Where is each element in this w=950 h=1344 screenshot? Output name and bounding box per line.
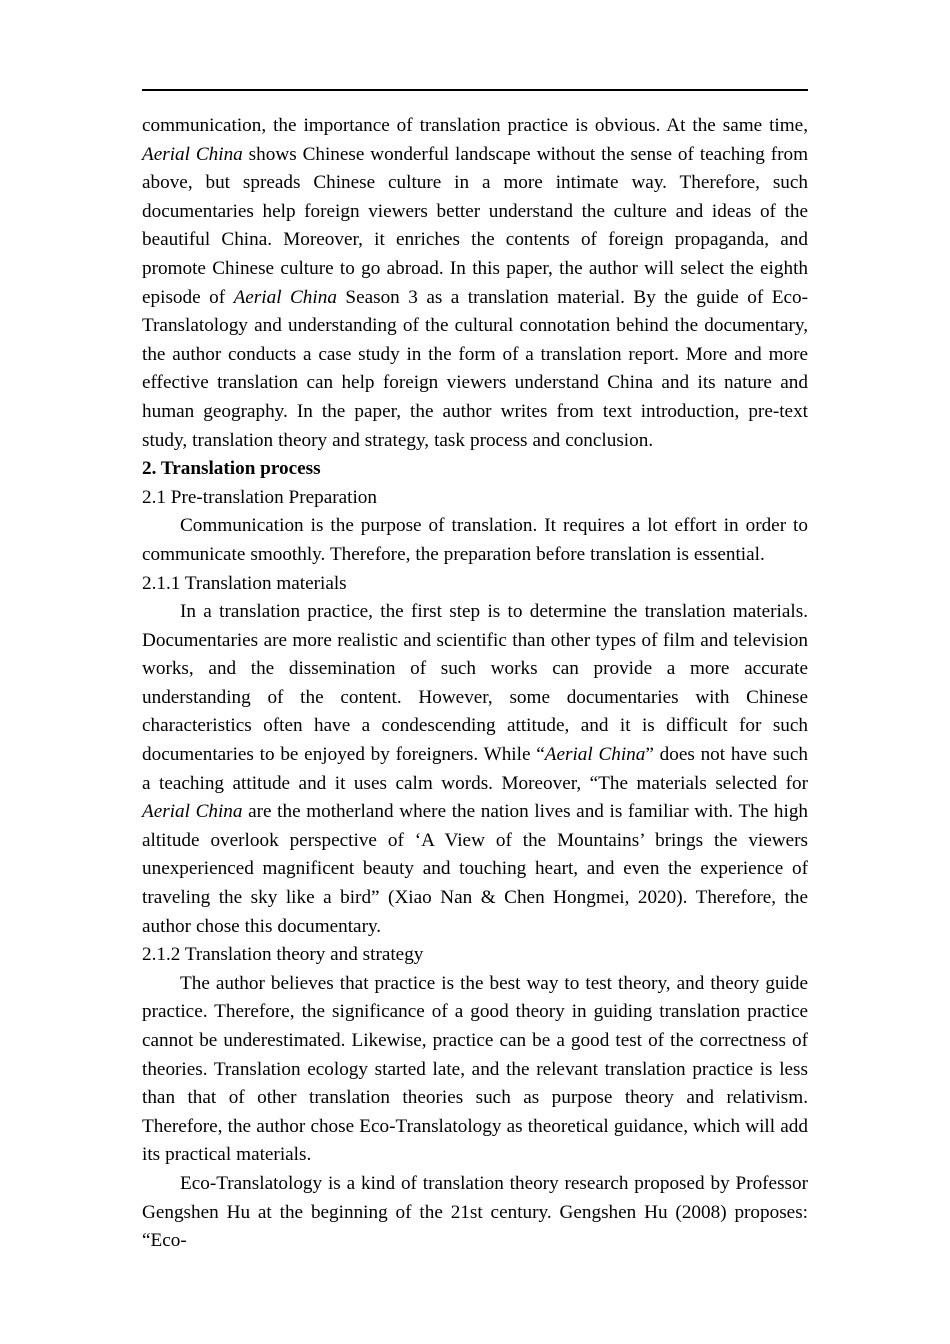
paragraph-text-run: Season 3 as a translation material. By the guide of Eco-Translatology and understanding of the cultural connotation behind the documentary, the author conducts a case study in the form of a translation report. More and more effective translation can help foreign viewers understand China and its nature and human geography. In the paper, the author writes from text introduction, pre-text study, translation theory and strategy, task process and conclusion. (142, 286, 808, 451)
paragraph-text-run: shows Chinese wonderful landscape without the sense of teaching from above, but spreads Chinese culture in a more intimate way. Therefore, such documentaries help foreign viewers better understand the culture and ideas of the beautiful China. Moreover, it enriches the contents of foreign propaganda, and promote Chinese culture to go abroad. In this paper, the author will select the eighth episode of (142, 143, 809, 308)
page-body-column (142, 112, 808, 1256)
paragraph-pretranslation-preparation: Communication is the purpose of translation. It requires a lot effort in order to communicate smoothly. Therefore, the preparation before translation is essential. (142, 515, 808, 565)
header-rule-divider (142, 89, 808, 91)
paragraph-eco-translatology: Eco-Translatology is a kind of translation theory research proposed by Professor Gengshen Hu at the beginning of the 21st century. Gengshen Hu (2008) proposes: “Eco- (142, 1172, 808, 1252)
italic-title-aerial-china: Aerial China (544, 744, 646, 766)
paragraph-text-run: are the motherland where the nation lives and is familiar with. The high altitude overlook perspective of ‘A View of the Mountains’ brings the viewers unexperienced magnificent beauty and touching heart, and even the experience of traveling the sky like a bird” (Xiao Nan & Chen Hongmei, 2020). Therefore, the author chose this documentary. (142, 801, 809, 937)
paragraph-text-run: communication, the importance of translation practice is obvious. At the same time, (142, 115, 808, 136)
paragraph-text-run: ” does not have such a teaching attitude and it uses calm words. Moreover, “The materials selected for (142, 744, 808, 794)
section-heading-2-1-1: 2.1.1 Translation materials (142, 572, 347, 594)
section-heading-2-1: 2.1 Pre-translation Preparation (142, 486, 377, 508)
paragraph-text-run: In a translation practice, the first step is to determine the translation materials. Documentaries are more realistic and scientific than other types of film and television works, and the dissemination of such works can provide a more accurate understanding of the content. However, some documentaries with Chinese characteristics often have a condescending attitude, and it is difficult for such documentaries to be enjoyed by foreigners. While “ (142, 601, 808, 766)
paragraph-translation-materials (142, 598, 808, 941)
italic-title-aerial-china: Aerial China (142, 801, 243, 823)
paragraph-theory-and-strategy: The author believes that practice is the best way to test theory, and theory guide practice. Therefore, the significance of a good theory in guiding translation practice cannot be underestimated. Likewise, practice can be a good test of the correctness of theories. Translation ecology started late, and the relevant translation practice is less than that of other translation theories such as purpose theory and relativism. Therefore, the author chose Eco-Translatology as theoretical guidance, which will add its practical materials. (142, 972, 808, 1166)
italic-title-aerial-china: Aerial China (233, 286, 337, 308)
section-heading-2: 2. Translation process (142, 458, 321, 480)
paragraph-continuation-intro (142, 112, 808, 455)
italic-title-aerial-china: Aerial China (142, 143, 243, 165)
section-heading-2-1-2: 2.1.2 Translation theory and strategy (142, 944, 424, 966)
